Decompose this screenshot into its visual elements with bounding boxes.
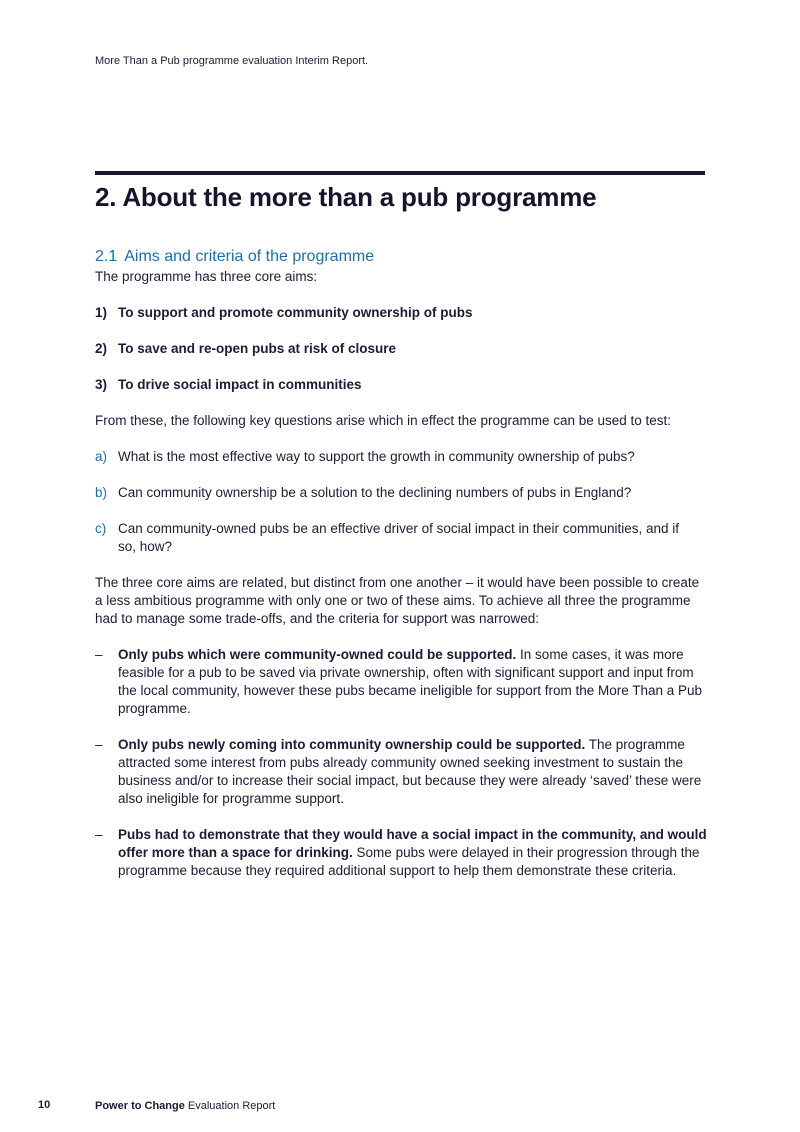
aim-text: To support and promote community ownership of pubs (118, 305, 473, 320)
criteria-intro: The three core aims are related, but distinct from one another – it would have been possible to create a less ambitious programme with only one or two of these aims. To achieve all three the programme had to manage some trade-offs, and the criteria for support was narrowed: (95, 575, 700, 626)
question-marker: a) (95, 449, 108, 464)
running-header: More Than a Pub programme evaluation Interim Report. (95, 55, 369, 67)
page-title: 2. About the more than a pub programme (95, 182, 597, 212)
criteria-item (95, 646, 707, 718)
question-item (95, 520, 707, 556)
aim-marker: 2) (95, 341, 108, 356)
criteria-text: The programme attracted some interest from pubs already community owned seeking investment to sustain the business and/or to increase their social impact, but because they were already ‘saved’ these were also ineligible for programme support. (118, 737, 702, 806)
criteria-bold-text: Only pubs newly coming into community ownership could be supported. (118, 737, 586, 752)
footer-brand-name: Power to Change (95, 1100, 185, 1112)
question-text: Can community ownership be a solution to the declining numbers of pubs in England? (118, 485, 632, 500)
criteria-text: Some pubs were delayed in their progression through the programme because they required additional support to help them demonstrate these criteria. (118, 845, 700, 878)
criteria-marker: – (95, 737, 103, 752)
question-marker: b) (95, 485, 108, 500)
question-marker: c) (95, 521, 107, 536)
question-item (95, 484, 707, 502)
aim-item (95, 304, 707, 322)
subsection-title: Aims and criteria of the programme (124, 248, 375, 265)
criteria-marker: – (95, 647, 103, 662)
criteria-item (95, 826, 707, 880)
aims-intro: The programme has three core aims: (95, 269, 318, 284)
criteria-text: In some cases, it was more feasible for a pub to be saved via private ownership, often with significant support and input from the local community, however these pubs became ineligible for support from the More Than a Pub programme. (118, 647, 703, 716)
question-text: Can community-owned pubs be an effective driver of social impact in their communities, and if so, how? (118, 521, 680, 554)
question-item (95, 448, 707, 466)
section-rule (95, 171, 705, 175)
footer-report-label: Evaluation Report (187, 1100, 276, 1112)
criteria-bold-text: Only pubs which were community-owned could be supported. (118, 647, 517, 662)
criteria-item (95, 736, 707, 808)
aim-text: To save and re-open pubs at risk of closure (118, 341, 397, 356)
page-number: 10 (38, 1099, 51, 1111)
subsection-number: 2.1 (95, 248, 118, 265)
criteria-body (118, 736, 707, 808)
footer-brand (95, 1100, 275, 1112)
aim-text: To drive social impact in communities (118, 377, 362, 392)
aim-marker: 3) (95, 377, 108, 392)
aim-item (95, 376, 707, 394)
criteria-marker: – (95, 827, 103, 842)
criteria-body (118, 826, 707, 880)
questions-intro: From these, the following key questions arise which in effect the programme can be used to test: (95, 413, 672, 428)
main-content (95, 246, 707, 880)
criteria-body (118, 646, 707, 718)
question-text: What is the most effective way to support the growth in community ownership of pubs? (118, 449, 635, 464)
aim-marker: 1) (95, 305, 108, 320)
criteria-bold-text: Pubs had to demonstrate that they would have a social impact in the community, and would offer more than a space for drinking. (118, 827, 707, 860)
aim-item (95, 340, 707, 358)
subsection-heading (95, 246, 707, 268)
